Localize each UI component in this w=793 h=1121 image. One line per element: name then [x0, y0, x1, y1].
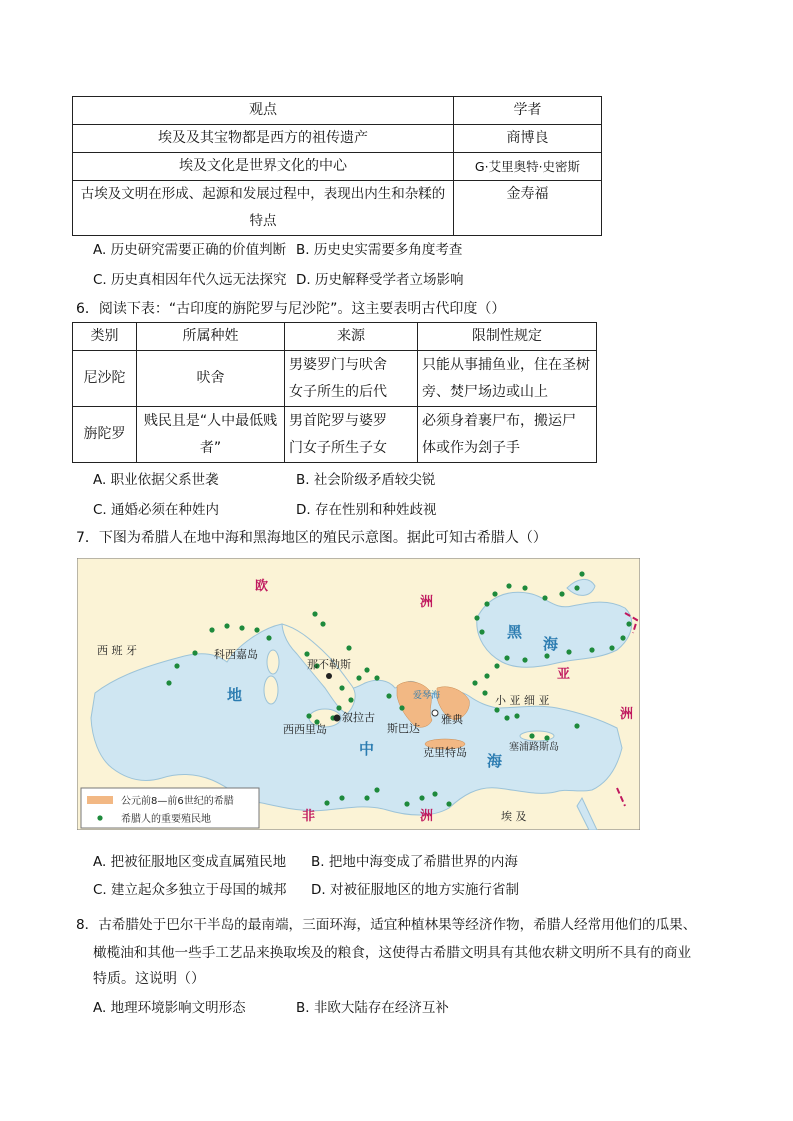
caste-line: 者”	[199, 439, 222, 456]
label-mediterranean: 地	[227, 686, 243, 704]
question-8-line: 橄榄油和其他一些手工艺品来换取埃及的粮食，这使得古希腊文明具有其他农耕文明所不具有的商业	[93, 945, 692, 961]
rule-cell	[418, 351, 597, 407]
table-header-row	[73, 97, 602, 125]
label-mediterranean: 中	[359, 740, 375, 758]
option-d[interactable]: D. 历史解释受学者立场影响	[296, 272, 464, 288]
viewpoint-cell: 埃及及其宝物都是西方的祖传遗产	[73, 125, 454, 153]
label-asia-minor: 小 亚 细 亚	[495, 694, 550, 707]
table-header-row	[73, 323, 597, 351]
viewpoint-cell: 埃及文化是世界文化的中心	[73, 153, 454, 181]
label-syracuse: 叙拉古	[342, 711, 375, 724]
option-c[interactable]: C. 建立起众多独立于母国的城邦	[93, 882, 287, 898]
legend-colony-swatch	[97, 815, 102, 820]
origin-cell	[285, 407, 418, 463]
label-sparta: 斯巴达	[387, 722, 420, 735]
label-crete: 克里特岛	[423, 746, 467, 759]
option-a[interactable]: A. 地理环境影响文明形态	[93, 1000, 246, 1016]
label-asia: 亚	[557, 667, 571, 682]
header-caste: 所属种姓	[137, 323, 285, 351]
option-b[interactable]: B. 非欧大陆存在经济互补	[296, 1000, 449, 1016]
label-spain: 西 班 牙	[97, 644, 137, 657]
category-cell: 旃陀罗	[73, 407, 137, 463]
option-b[interactable]: B. 历史史实需要多角度考查	[296, 242, 463, 258]
option-a[interactable]: A. 历史研究需要正确的价值判断	[93, 242, 287, 258]
origin-line: 男婆罗门与吠舍	[289, 356, 387, 373]
viewpoint-cell	[73, 181, 454, 236]
label-black-sea: 海	[543, 635, 559, 653]
option-d[interactable]: D. 存在性别和种姓歧视	[296, 502, 437, 518]
rule-line: 体或作为刽子手	[422, 439, 520, 456]
rule-line: 必须身着裹尸布，搬运尸	[422, 412, 576, 429]
question-6-stem: 6．阅读下表：“古印度的旃陀罗与尼沙陀”。这主要表明古代印度（）	[76, 301, 506, 317]
header-category: 类别	[73, 323, 137, 351]
scholar-cell: 金寿福	[454, 181, 602, 236]
athens-marker	[432, 710, 438, 716]
header-origin: 来源	[285, 323, 418, 351]
option-b[interactable]: B. 社会阶级矛盾较尖锐	[296, 472, 436, 488]
legend-greece-label: 公元前8—前6世纪的希腊	[121, 796, 234, 807]
origin-line: 男首陀罗与婆罗	[289, 412, 387, 429]
legend-greece-swatch	[87, 796, 113, 804]
legend-colony-label: 希腊人的重要殖民地	[121, 814, 211, 825]
header-rule: 限制性规定	[418, 323, 597, 351]
label-mediterranean: 海	[487, 752, 503, 770]
naples-marker	[326, 673, 332, 679]
caste-line: 贱民且是“人中最低贱	[143, 412, 278, 429]
question-7-stem: 7．下图为希腊人在地中海和黑海地区的殖民示意图。据此可知古希腊人（）	[76, 530, 547, 546]
rule-line: 旁、焚尸场边或山上	[422, 383, 548, 400]
label-cyprus: 塞浦路斯岛	[509, 742, 559, 753]
scholar-cell: 商博良	[454, 125, 602, 153]
scholar-cell: G·艾里奥特·史密斯	[454, 153, 602, 181]
caste-table	[72, 322, 597, 463]
label-naples: 那不勒斯	[307, 658, 351, 671]
label-africa: 洲	[420, 809, 434, 824]
origin-cell	[285, 351, 418, 407]
header-scholar: 学者	[454, 97, 602, 125]
label-europe: 洲	[420, 595, 434, 610]
viewpoint-table	[72, 96, 602, 236]
caste-cell	[137, 407, 285, 463]
viewpoint-line: 古埃及文明在形成、起源和发展过程中，表现出内生和杂糅的	[80, 186, 446, 202]
label-asia: 洲	[620, 707, 634, 722]
question-8-line: 特质。这说明（）	[93, 971, 205, 987]
option-a[interactable]: A. 职业依据父系世袭	[93, 472, 219, 488]
option-d[interactable]: D. 对被征服地区的地方实施行省制	[311, 882, 519, 898]
option-a[interactable]: A. 把被征服地区变成直属殖民地	[93, 854, 287, 870]
label-africa: 非	[302, 809, 316, 824]
question-8-line: 8．古希腊处于巴尔干半岛的最南端，三面环海，适宜种植林果等经济作物，希腊人经常用他们的瓜果、	[76, 917, 697, 933]
colonization-map	[77, 558, 640, 830]
table-row	[73, 125, 602, 153]
sardinia-island	[264, 676, 278, 704]
viewpoint-line: 特点	[249, 213, 277, 229]
rule-cell	[418, 407, 597, 463]
label-corsica: 科西嘉岛	[214, 648, 258, 661]
header-viewpoint: 观点	[73, 97, 454, 125]
origin-line: 门女子所生子女	[289, 439, 387, 456]
option-b[interactable]: B. 把地中海变成了希腊世界的内海	[311, 854, 518, 870]
table-row	[73, 407, 597, 463]
label-aegean: 爱琴海	[413, 691, 441, 701]
syracuse-marker	[334, 715, 341, 722]
corsica-island	[267, 650, 279, 674]
label-europe: 欧	[255, 579, 269, 594]
label-black-sea: 黑	[507, 623, 523, 641]
table-row	[73, 181, 602, 236]
label-egypt: 埃 及	[501, 810, 527, 823]
label-athens: 雅典	[441, 713, 463, 726]
table-row	[73, 351, 597, 407]
option-c[interactable]: C. 历史真相因年代久远无法探究	[93, 272, 287, 288]
option-c[interactable]: C. 通婚必须在种姓内	[93, 502, 220, 518]
rule-line: 只能从事捕鱼业，住在圣树	[422, 356, 590, 373]
caste-cell: 吠舍	[137, 351, 285, 407]
category-cell: 尼沙陀	[73, 351, 137, 407]
label-sicily: 西西里岛	[283, 723, 327, 736]
origin-line: 女子所生的后代	[289, 383, 387, 400]
table-row	[73, 153, 602, 181]
